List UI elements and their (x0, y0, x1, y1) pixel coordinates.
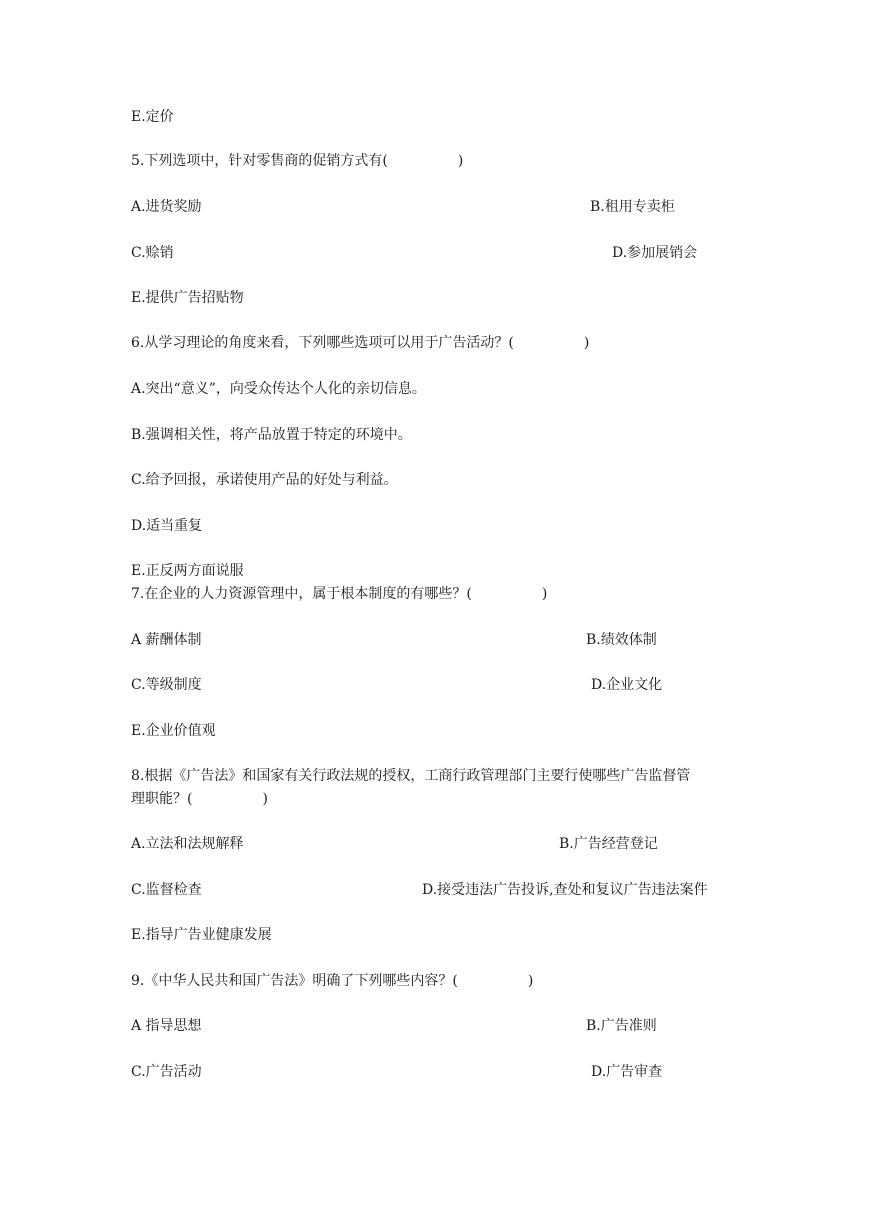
q6-option-a: A.突出“意义”，向受众传达个人化的亲切信息。 (131, 381, 426, 397)
q8-question-line1: 8.根据《广告法》和国家有关行政法规的授权，工商行政管理部门主要行使哪些广告监督管 (131, 768, 691, 784)
q8-option-d: D.接受违法广告投诉,查处和复议广告违法案件 (422, 882, 708, 898)
q5-option-e: E.提供广告招贴物 (131, 290, 244, 306)
q8-question-line2: 理职能？( ) (131, 791, 268, 807)
q6-option-b: B.强调相关性，将产品放置于特定的环境中。 (131, 427, 412, 443)
q5-option-b: B.租用专卖柜 (590, 199, 675, 215)
q7-option-a: A 薪酬体制 (131, 632, 202, 648)
q6-option-e: E.正反两方面说服 (131, 563, 244, 579)
q5-option-a: A.进货奖励 (131, 199, 202, 215)
q6-option-c: C.给予回报，承诺使用产品的好处与利益。 (131, 472, 398, 488)
q5-question: 5.下列选项中，针对零售商的促销方式有( ) (131, 153, 464, 169)
q6-question: 6.从学习理论的角度来看，下列哪些选项可以用于广告活动？( ) (131, 335, 590, 351)
q8-option-e: E.指导广告业健康发展 (131, 927, 272, 943)
q5-option-c: C.赊销 (131, 245, 174, 261)
q9-option-c: C.广告活动 (131, 1064, 202, 1080)
q7-option-e: E.企业价值观 (131, 723, 216, 739)
q8-option-a: A.立法和法规解释 (131, 836, 244, 852)
q8-option-c: C.监督检查 (131, 882, 202, 898)
q6-option-d: D.适当重复 (131, 518, 203, 534)
q8-option-b: B.广告经营登记 (559, 836, 658, 852)
q9-option-a: A 指导思想 (131, 1018, 202, 1034)
q7-option-b: B.绩效体制 (586, 632, 657, 648)
q7-question: 7.在企业的人力资源管理中，属于根本制度的有哪些？( ) (131, 586, 548, 602)
q9-question: 9.《中华人民共和国广告法》明确了下列哪些内容？( ) (131, 973, 534, 989)
q7-option-d: D.企业文化 (591, 677, 663, 693)
q9-option-d: D.广告审查 (591, 1064, 663, 1080)
q7-option-c: C.等级制度 (131, 677, 202, 693)
q5-option-d: D.参加展销会 (612, 245, 698, 261)
q9-option-b: B.广告准则 (586, 1018, 657, 1034)
q4-option-e: E.定价 (131, 109, 174, 125)
